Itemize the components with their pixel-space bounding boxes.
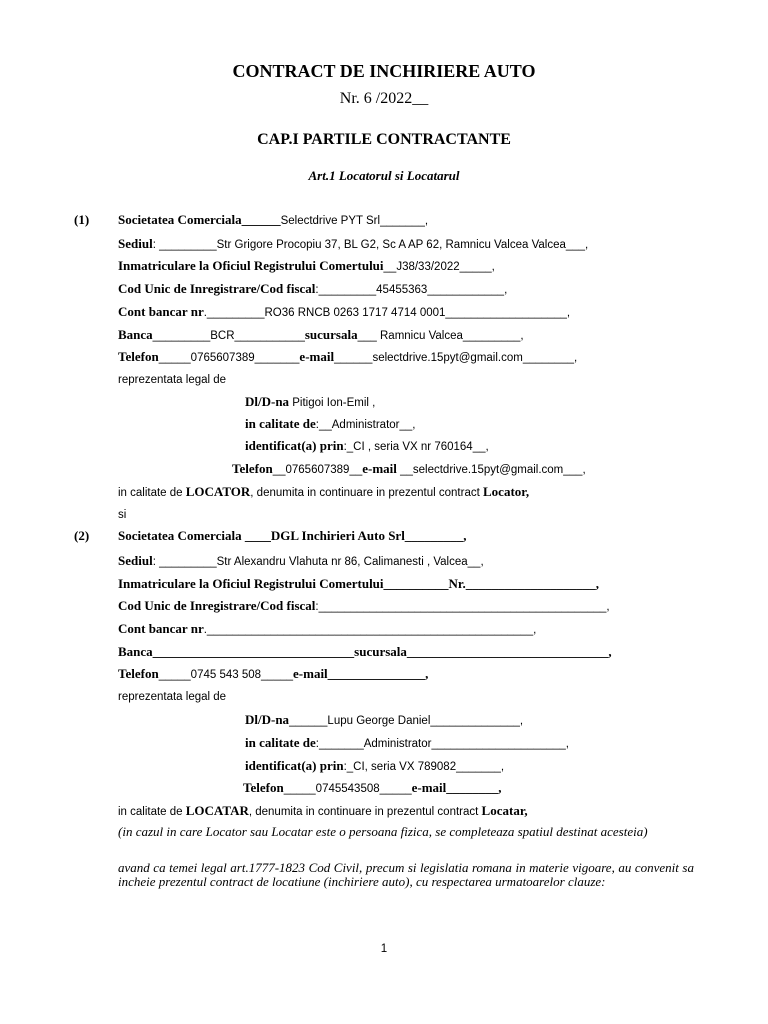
- party1-branch-value: ___ Ramnicu Valcea_________,: [357, 330, 524, 342]
- party1-rep-id-label: identificat(a) prin: [245, 438, 344, 453]
- party1-seat-label: Sediul: [118, 236, 153, 251]
- party1-phone: [118, 349, 577, 366]
- party1-role-pre: in calitate de: [118, 487, 186, 499]
- party2-rep-id-value: :_CI, seria VX 789082_______,: [343, 761, 505, 773]
- party1-rep-phone: [232, 461, 586, 478]
- party1-phone-value: _____0765607389_______: [158, 352, 300, 364]
- party2-number: (2): [74, 528, 90, 543]
- party1-account-label: Cont bancar nr: [118, 304, 204, 319]
- party2-rep-id: [245, 758, 504, 775]
- party2-seat-label: Sediul: [118, 553, 153, 568]
- party1-bank-account: [118, 304, 570, 321]
- legal-basis-paragraph: avand ca temei legal art.1777-1823 Cod Civil, precum si legislatia romana in materie vigoare, au convenit sa incheie prezentul contract de locatiune (inchiriere auto), cu respectarea urmatoarelor clauze:: [118, 860, 694, 889]
- party2-registration: Inmatriculare la Oficiul Registrului Comertului__________Nr.____________________,: [118, 576, 599, 591]
- party1-account-value: ._________RO36 RNCB 0263 1717 4714 0001___________________,: [203, 307, 571, 319]
- party1-bank-label: Banca: [118, 327, 153, 342]
- party1-email-label: e-mail: [299, 349, 335, 364]
- party1-company-value: Selectdrive PYT Srl_______,: [280, 215, 429, 227]
- party2-cui-label: Cod Unic de Inregistrare/Cod fiscal: [118, 598, 316, 613]
- party2-bank-account: [118, 621, 536, 638]
- contract-number: Nr. 6 /2022__: [339, 90, 429, 107]
- party2-email-label: e-mail_______________,: [293, 666, 429, 681]
- party1-bank-value: _________BCR___________: [152, 330, 305, 342]
- party1-branch-label: sucursala: [304, 327, 358, 342]
- party1-rep-phone-value: __0765607389__: [272, 464, 363, 476]
- party2-seat-value: : _________Str Alexandru Vlahuta nr 86, Calimanesti , Valcea__,: [152, 556, 484, 568]
- party2-rep-role-value: :_______Administrator_____________________,: [315, 738, 569, 750]
- party2-role-pre: in calitate de: [118, 806, 186, 818]
- party2-company: Societatea Comerciala ____DGL Inchirieri Auto Srl_________,: [118, 528, 467, 543]
- party2-fiscal-code: [118, 598, 610, 615]
- party1-cui-value: :_________45455363____________,: [315, 284, 508, 296]
- party2-rep-name: [245, 712, 523, 729]
- party1-rep-id-value: :_CI , seria VX nr 760164__,: [343, 441, 489, 453]
- party1-role-bold: LOCATOR: [185, 484, 251, 499]
- party1-rep-name-label: Dl/D-na: [245, 394, 290, 409]
- party1-rep-text: reprezentata legal de: [118, 374, 227, 386]
- party1-bank: [118, 327, 524, 344]
- party1-rep-name-value: Pitigoi Ion-Emil ,: [289, 397, 376, 409]
- party1-rep-name: [245, 394, 375, 411]
- party1-rep-email-label: e-mail: [362, 461, 397, 476]
- party1-rep-email-value: __selectdrive.15pyt@gmail.com___,: [396, 464, 586, 476]
- party2-cui-value: :_____________________________________________,: [315, 601, 610, 613]
- party1-email-value: ______selectdrive.15pyt@gmail.com________,: [334, 352, 578, 364]
- party2-bank: Banca_______________________________sucursala_______________________________,: [118, 644, 612, 659]
- party2-rep-name-label: Dl/D-na: [245, 712, 290, 727]
- party1-company-label: Societatea Comerciala______: [118, 212, 281, 227]
- party1-reg-value: __J38/33/2022_____,: [383, 261, 495, 273]
- party2-role-bold: LOCATAR: [185, 803, 249, 818]
- party1-reg-label: Inmatriculare la Oficiul Registrului Comertului: [118, 258, 384, 273]
- party2-role-mid: , denumita in continuare in prezentul contract: [248, 806, 482, 818]
- party2-role-name: Locatar,: [481, 803, 528, 818]
- party2-rep-role: [245, 735, 569, 752]
- party2-rep-id-label: identificat(a) prin: [245, 758, 344, 773]
- party2-phone-value: _____0745 543 508_____: [158, 669, 294, 681]
- party1-seat-value: : _________Str Grigore Procopiu 37, BL G2, Sc A AP 62, Ramnicu Valcea Valcea___,: [152, 239, 589, 251]
- party1-rep-phone-label: Telefon: [232, 461, 273, 476]
- party2-rep-name-value: ______Lupu George Daniel______________,: [289, 715, 524, 727]
- party1-registration: [118, 258, 495, 275]
- party2-phone: [118, 666, 428, 683]
- party1-rep-id: [245, 438, 489, 455]
- party2-rep-role-label: in calitate de: [245, 735, 316, 750]
- party1-company: [118, 212, 428, 229]
- party1-seat: [118, 236, 588, 253]
- party1-role-name: Locator,: [483, 484, 530, 499]
- party1-rep-role-label: in calitate de: [245, 416, 316, 431]
- party2-rep-email-label: e-mail________,: [411, 780, 502, 795]
- party1-number: (1): [74, 212, 90, 227]
- natural-person-note: (in cazul in care Locator sau Locatar este o persoana fizica, se completeaza spatiul destinat acesteia): [118, 824, 648, 839]
- contract-title: CONTRACT DE INCHIRIERE AUTO: [232, 61, 536, 81]
- party1-cui-label: Cod Unic de Inregistrare/Cod fiscal: [118, 281, 316, 296]
- party1-rep-role: [245, 416, 415, 433]
- conjunction-si: si: [118, 509, 127, 521]
- party2-account-label: Cont bancar nr: [118, 621, 204, 636]
- article-heading: Art.1 Locatorul si Locatarul: [308, 168, 460, 183]
- party1-phone-label: Telefon: [118, 349, 159, 364]
- party2-seat: [118, 553, 484, 570]
- party1-role: [118, 484, 529, 501]
- party1-role-mid: , denumita in continuare in prezentul contract: [250, 487, 483, 499]
- page-number: 1: [380, 943, 388, 955]
- party2-account-value: .___________________________________________________,: [203, 624, 537, 636]
- party1-rep-role-value: :__Administrator__,: [315, 419, 416, 431]
- party2-rep-text: reprezentata legal de: [118, 691, 227, 703]
- party2-role: [118, 803, 528, 820]
- party2-rep-phone-value: _____0745543508_____: [283, 783, 412, 795]
- party2-rep-phone: [243, 780, 502, 797]
- chapter-heading: CAP.I PARTILE CONTRACTANTE: [257, 131, 511, 148]
- party2-rep-phone-label: Telefon: [243, 780, 284, 795]
- party2-phone-label: Telefon: [118, 666, 159, 681]
- party1-fiscal-code: [118, 281, 507, 298]
